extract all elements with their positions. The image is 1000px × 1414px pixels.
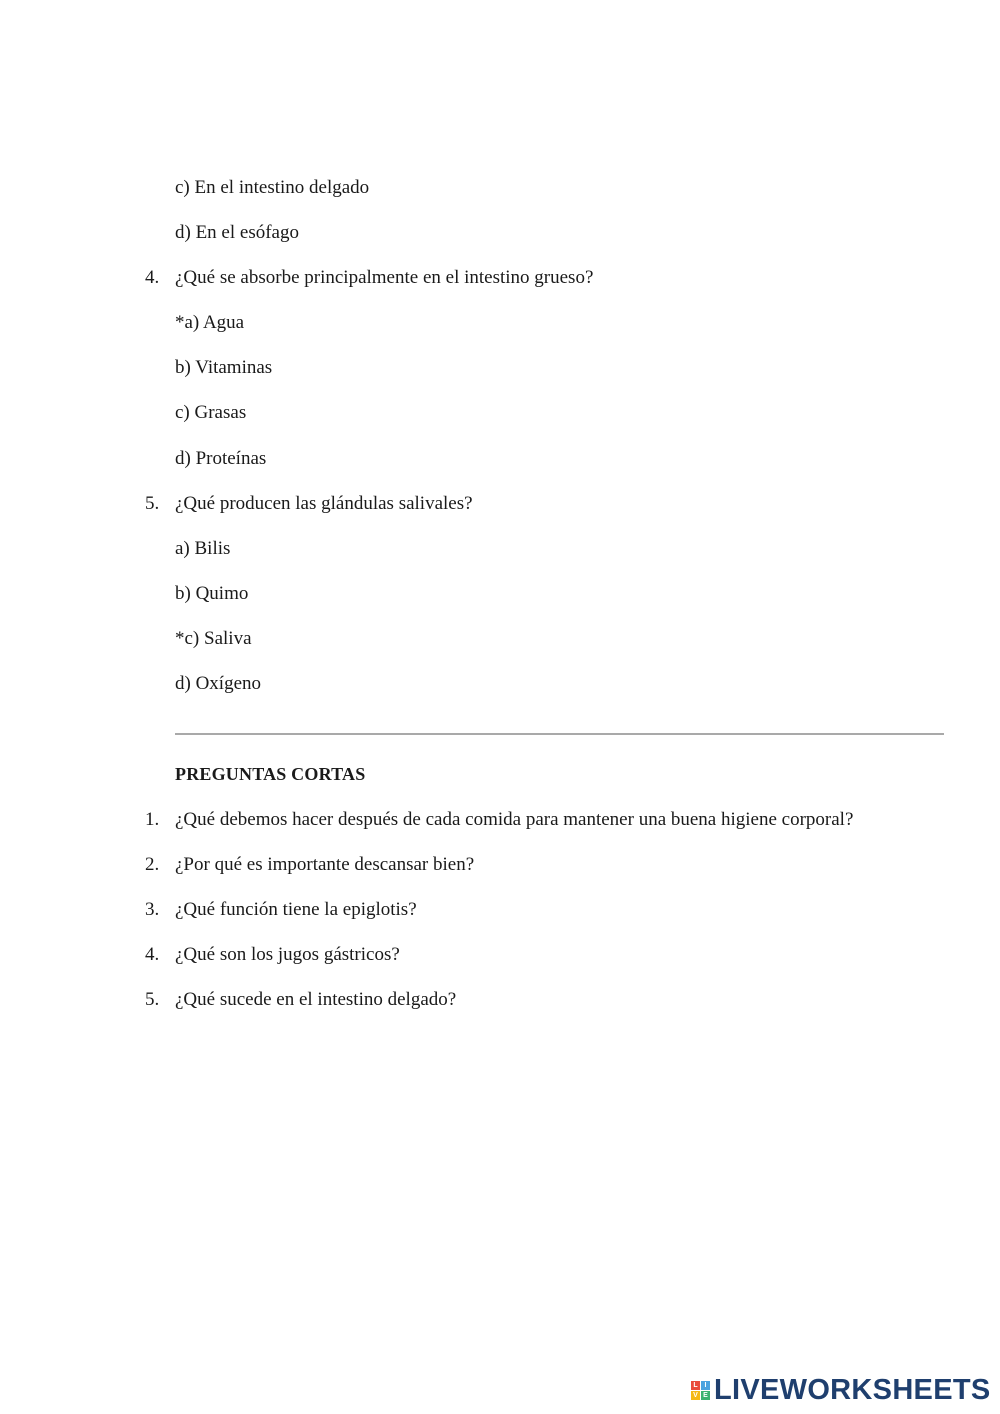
- short-question-2-number: 2.: [145, 854, 160, 875]
- section-divider: [175, 733, 944, 735]
- question-5-option-b: b) Quimo: [175, 583, 249, 604]
- question-4-text: ¿Qué se absorbe principalmente en el intestino grueso?: [175, 267, 594, 288]
- short-question-4-number: 4.: [145, 944, 160, 965]
- logo-letter-l: L: [691, 1381, 700, 1390]
- liveworksheets-wordmark: LIVEWORKSHEETS: [714, 1373, 991, 1406]
- short-question-3-number: 3.: [145, 899, 160, 920]
- question-5-text: ¿Qué producen las glándulas salivales?: [175, 493, 473, 514]
- option-c-q3: c) En el intestino delgado: [175, 177, 370, 198]
- logo-letter-i: I: [701, 1381, 710, 1390]
- short-question-5-text: ¿Qué sucede en el intestino delgado?: [175, 989, 457, 1010]
- question-5-number: 5.: [145, 493, 160, 514]
- short-questions-heading: PREGUNTAS CORTAS: [175, 764, 366, 784]
- question-4-option-c: c) Grasas: [175, 402, 247, 423]
- liveworksheets-logo-icon: [691, 1381, 710, 1400]
- question-4-number: 4.: [145, 267, 160, 288]
- question-5-option-c: *c) Saliva: [175, 628, 252, 649]
- question-5-option-a: a) Bilis: [175, 538, 231, 559]
- question-5-option-d: d) Oxígeno: [175, 673, 262, 694]
- liveworksheets-brand: [691, 1374, 991, 1406]
- question-4-option-a: *a) Agua: [175, 312, 245, 333]
- short-question-1-text: ¿Qué debemos hacer después de cada comida para mantener una buena higiene corporal?: [175, 809, 854, 830]
- question-4-option-b: b) Vitaminas: [175, 357, 273, 378]
- short-question-2-text: ¿Por qué es importante descansar bien?: [175, 854, 475, 875]
- short-question-1-number: 1.: [145, 809, 160, 830]
- logo-letter-e: E: [701, 1391, 710, 1400]
- option-d-q3: d) En el esófago: [175, 222, 299, 243]
- short-question-5-number: 5.: [145, 989, 160, 1010]
- question-4-option-d: d) Proteínas: [175, 448, 267, 469]
- short-question-4-text: ¿Qué son los jugos gástricos?: [175, 944, 400, 965]
- short-question-3-text: ¿Qué función tiene la epiglotis?: [175, 899, 417, 920]
- logo-letter-v: V: [691, 1391, 700, 1400]
